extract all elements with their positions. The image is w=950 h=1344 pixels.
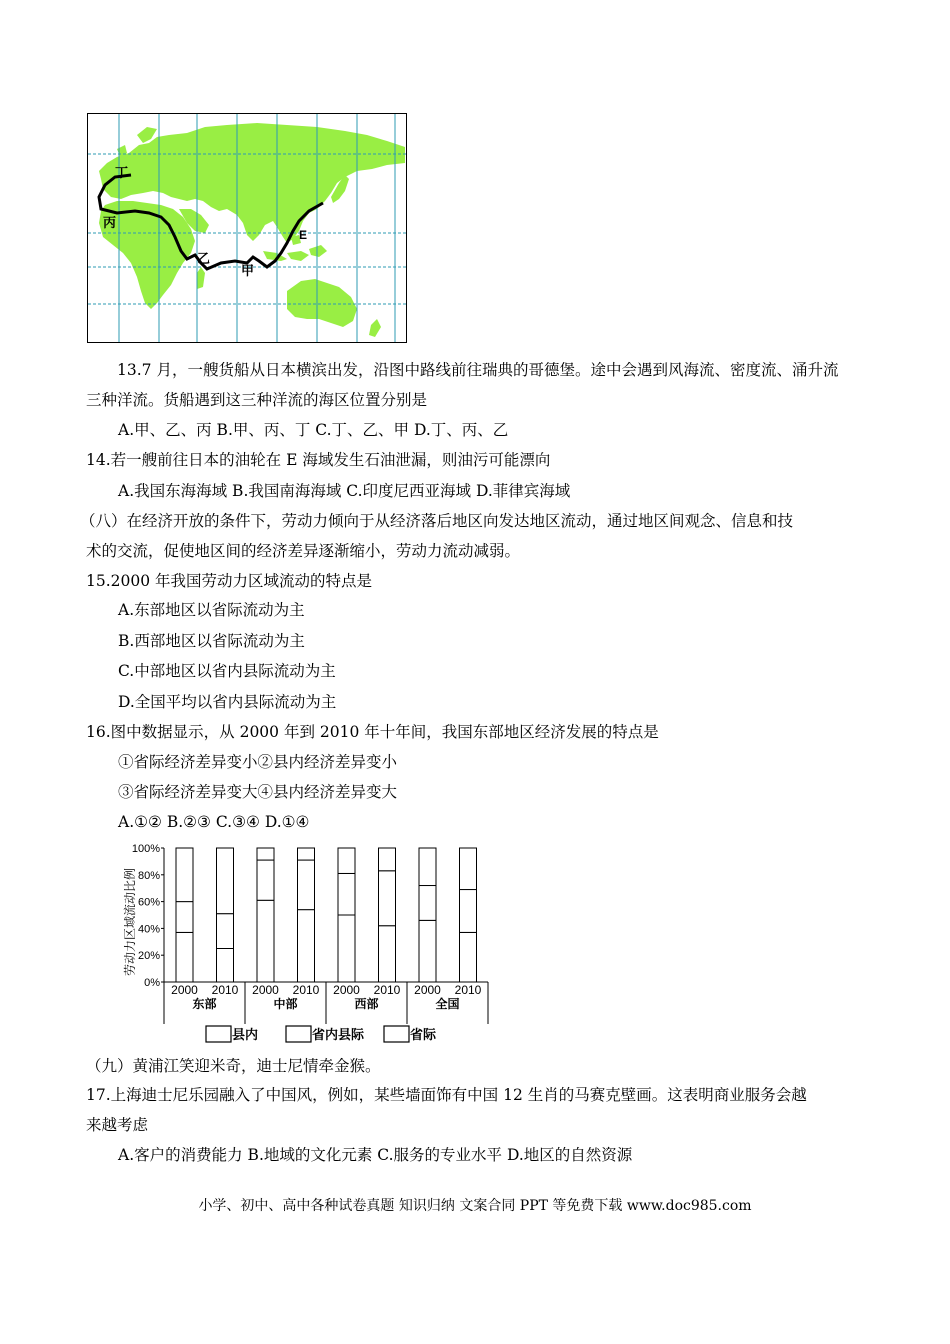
x-tick-label: 2010 [454, 983, 482, 997]
y-tick-label: 100% [131, 843, 160, 855]
section8-line1: （八）在经济开放的条件下，劳动力倾向于从经济落后地区向发达地区流动，通过地区间观念、信息和技 [80, 512, 794, 530]
label-yi: 乙 [197, 251, 211, 266]
q15-option-b: B.西部地区以省际流动为主 [118, 632, 305, 650]
bar-segment-县内 [379, 926, 396, 982]
q13-line2: 三种洋流。货船遇到这三种洋流的海区位置分别是 [86, 391, 428, 409]
legend-label: 省内县际 [312, 1027, 365, 1042]
bar-segment-省内县际 [257, 860, 274, 900]
y-tick-label: 20% [137, 950, 160, 963]
legend-swatch [286, 1026, 311, 1042]
x-tick-label: 2000 [171, 983, 198, 997]
bar-segment-省际 [176, 848, 193, 902]
legend-label: 县内 [232, 1027, 259, 1042]
q15-option-c: C.中部地区以省内县际流动为主 [118, 662, 336, 680]
bar-segment-省内县际 [460, 890, 477, 933]
label-jia: 甲 [241, 263, 255, 278]
legend-swatch [206, 1026, 231, 1042]
bar-segment-省内县际 [419, 886, 436, 921]
label-e: E [299, 228, 308, 242]
bar-segment-省内县际 [217, 914, 234, 949]
bar-segment-县内 [298, 910, 315, 982]
group-label: 东部 [192, 997, 217, 1011]
q14-options: A.我国东海海域 B.我国南海海域 C.印度尼西亚海域 D.菲律宾海域 [118, 482, 571, 500]
q16-options: A.①② B.②③ C.③④ D.①④ [118, 813, 310, 831]
bar-segment-省内县际 [176, 902, 193, 933]
bar-segment-省内县际 [379, 871, 396, 926]
group-label: 全国 [435, 997, 460, 1011]
label-ding: 丁 [115, 165, 129, 180]
label-bing: 丙 [103, 215, 117, 230]
q13-options: A.甲、乙、丙 B.甲、丙、丁 C.丁、乙、甲 D.丁、丙、乙 [118, 421, 509, 439]
bar-segment-省际 [460, 848, 477, 890]
bar-segment-省际 [419, 848, 436, 886]
x-tick-label: 2000 [252, 983, 279, 997]
bar-segment-县内 [419, 920, 436, 982]
section8-line2: 术的交流，促使地区间的经济差异逐渐缩小，劳动力流动减弱。 [86, 542, 521, 560]
q17-line2: 来越考虑 [86, 1116, 149, 1134]
y-tick-label: 0% [144, 977, 160, 989]
bar-segment-县内 [176, 932, 193, 982]
bar-segment-省内县际 [298, 860, 315, 910]
q16-statement-1: ①省际经济差异变小②县内经济差异变小 [118, 753, 398, 771]
bar-segment-县内 [257, 900, 274, 982]
bar-segment-省际 [257, 848, 274, 860]
bar-segment-省际 [217, 848, 234, 914]
q13-line1: 13.7 月，一艘货船从日本横滨出发，沿图中路线前往瑞典的哥德堡。途中会遇到风海流、密度流、涌升流 [117, 361, 839, 379]
group-label: 西部 [354, 997, 379, 1011]
q17-options: A.客户的消费能力 B.地域的文化元素 C.服务的专业水平 D.地区的自然资源 [118, 1146, 633, 1164]
world-route-map [87, 113, 407, 343]
y-tick-label: 40% [137, 923, 160, 936]
bar-segment-县内 [338, 915, 355, 982]
x-tick-label: 2000 [333, 983, 360, 997]
q16-stem: 16.图中数据显示，从 2000 年到 2010 年十年间，我国东部地区经济发展的特点是 [86, 723, 659, 741]
x-tick-label: 2010 [373, 983, 401, 997]
legend-label: 省际 [410, 1027, 437, 1042]
q14-stem: 14.若一艘前往日本的油轮在 E 海域发生石油泄漏，则油污可能漂向 [86, 451, 551, 469]
bar-segment-省际 [298, 848, 315, 860]
bar-segment-省内县际 [338, 873, 355, 915]
group-label: 中部 [273, 997, 298, 1011]
y-tick-label: 60% [137, 896, 160, 909]
x-tick-label: 2000 [414, 983, 441, 997]
bar-segment-省际 [338, 848, 355, 873]
labor-flow-chart [118, 842, 498, 1047]
q17-line1: 17.上海迪士尼乐园融入了中国风，例如，某些墙面饰有中国 12 生肖的马赛克壁画。这表明商业服务会越 [86, 1086, 807, 1104]
chart-ylabel: 劳动力区域流动比例 [123, 867, 137, 977]
bar-segment-县内 [460, 932, 477, 982]
q15-option-d: D.全国平均以省内县际流动为主 [118, 693, 337, 711]
q15-option-a: A.东部地区以省际流动为主 [118, 601, 305, 619]
bar-segment-县内 [217, 949, 234, 983]
x-tick-label: 2010 [292, 983, 320, 997]
bar-segment-省际 [379, 848, 396, 871]
page-footer: 小学、初中、高中各种试卷真题 知识归纳 文案合同 PPT 等免费下载 www.doc985.com [198, 1198, 752, 1214]
section9: （九）黄浦江笑迎米奇，迪士尼情牵金猴。 [86, 1057, 381, 1075]
legend-swatch [384, 1026, 409, 1042]
q15-stem: 15.2000 年我国劳动力区域流动的特点是 [86, 572, 373, 590]
x-tick-label: 2010 [211, 983, 239, 997]
q16-statement-2: ③省际经济差异变大④县内经济差异变大 [118, 783, 398, 801]
y-tick-label: 80% [137, 869, 160, 882]
